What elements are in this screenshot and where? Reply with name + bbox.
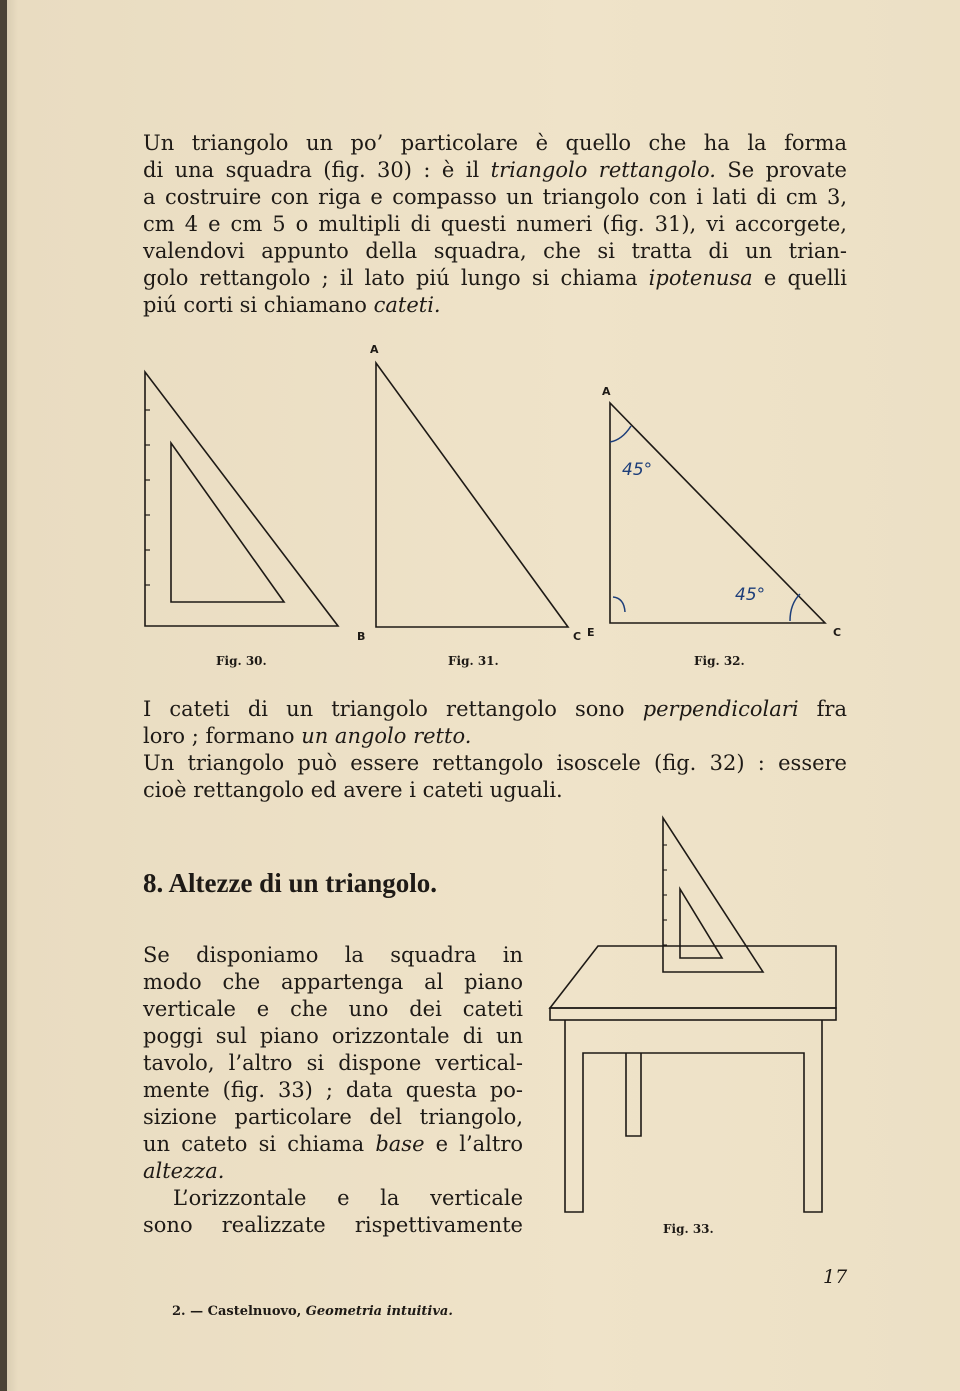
intro-line-1: Un triangolo un po’ particolare è quello che ha la forma [143,131,847,155]
fig33-square-outer [663,818,763,972]
fig33-caption: Fig. 33. [663,1222,714,1236]
intro-line-2-text: di una squadra (fig. 30) : è il [143,158,491,182]
intro-line-2-tail: Se provate [715,158,847,182]
term-altezza: altezza. [143,1159,225,1183]
intro-line-7-text: piú corti si chiamano [143,293,374,317]
term-ipotenusa: ipotenusa [648,266,753,290]
fig32-label-a: A [602,385,611,398]
fig33-back-leg [626,1053,641,1136]
footer-signature [172,1304,453,1319]
section-line-5: tavolo, l’altro si dispone vertical- [143,1051,523,1075]
intro-line-6-tail: e quelli [752,266,847,290]
section-line-6: mente (fig. 33) ; data questa po- [143,1078,523,1102]
section-line-11: sono realizzate rispettivamente [143,1213,523,1237]
second-line-3: Un triangolo può essere rettangolo isoscele (fig. 32) : essere [143,751,847,775]
term-angolo-retto: un angolo retto. [301,724,472,748]
second-line-1-tail: fra [798,697,847,721]
second-line-4: cioè rettangolo ed avere i cateti uguali. [143,778,563,802]
section-line-4: poggi sul piano orizzontale di un [143,1024,523,1048]
fig30-caption: Fig. 30. [216,654,267,668]
section-line-10: L’orizzontale e la verticale [173,1186,523,1210]
fig32-caption: Fig. 32. [694,654,745,668]
fig32-top-angle-annotation: 45° [622,460,653,480]
intro-line-6-text: golo rettangolo ; il lato piú lungo si chiama [143,266,649,290]
fig31-label-c: C [573,630,582,643]
intro-line-5: valendovi appunto della squadra, che si tratta di un trian- [143,239,847,263]
footer-author: — Castelnuovo, [185,1304,306,1319]
intro-line-3: a costruire con riga e compasso un triangolo con i lati di cm 3, [143,185,847,209]
section-line-8-tail: e l’altro [424,1132,523,1156]
footer-book-title: Geometria intuitiva. [305,1304,453,1319]
fig33-table-edge [550,1008,836,1020]
footer-number: 2. [172,1304,186,1319]
fig32-label-e: E [587,626,595,639]
second-line-1-text: I cateti di un triangolo rettangolo sono [143,697,643,721]
term-triangolo-rettangolo: triangolo rettangolo. [490,158,716,182]
fig31-label-b: B [357,630,366,643]
second-line-2-text: loro ; formano [143,724,302,748]
section-line-8-text: un cateto si chiama [143,1132,376,1156]
page-number: 17 [823,1266,848,1288]
section-line-2: modo che appartenga al piano [143,970,523,994]
section-line-1: Se disponiamo la squadra in [143,943,523,967]
fig33-table-top [550,946,836,1008]
term-base: base [375,1132,425,1156]
fig31-label-a: A [370,343,379,356]
section-line-3: verticale e che uno dei cateti [143,997,523,1021]
fig31-caption: Fig. 31. [448,654,499,668]
term-cateti: cateti. [373,293,441,317]
fig33-front-legs [565,1020,822,1212]
fig32-bottom-angle-annotation: 45° [735,585,766,605]
intro-line-4: cm 4 e cm 5 o multipli di questi numeri (fig. 31), vi accorgete, [143,212,847,236]
fig32-label-c: C [833,626,842,639]
section-heading: 8. Altezze di un triangolo. [143,868,437,898]
term-perpendicolari: perpendicolari [642,697,799,721]
section-line-7: sizione particolare del triangolo, [143,1105,523,1129]
